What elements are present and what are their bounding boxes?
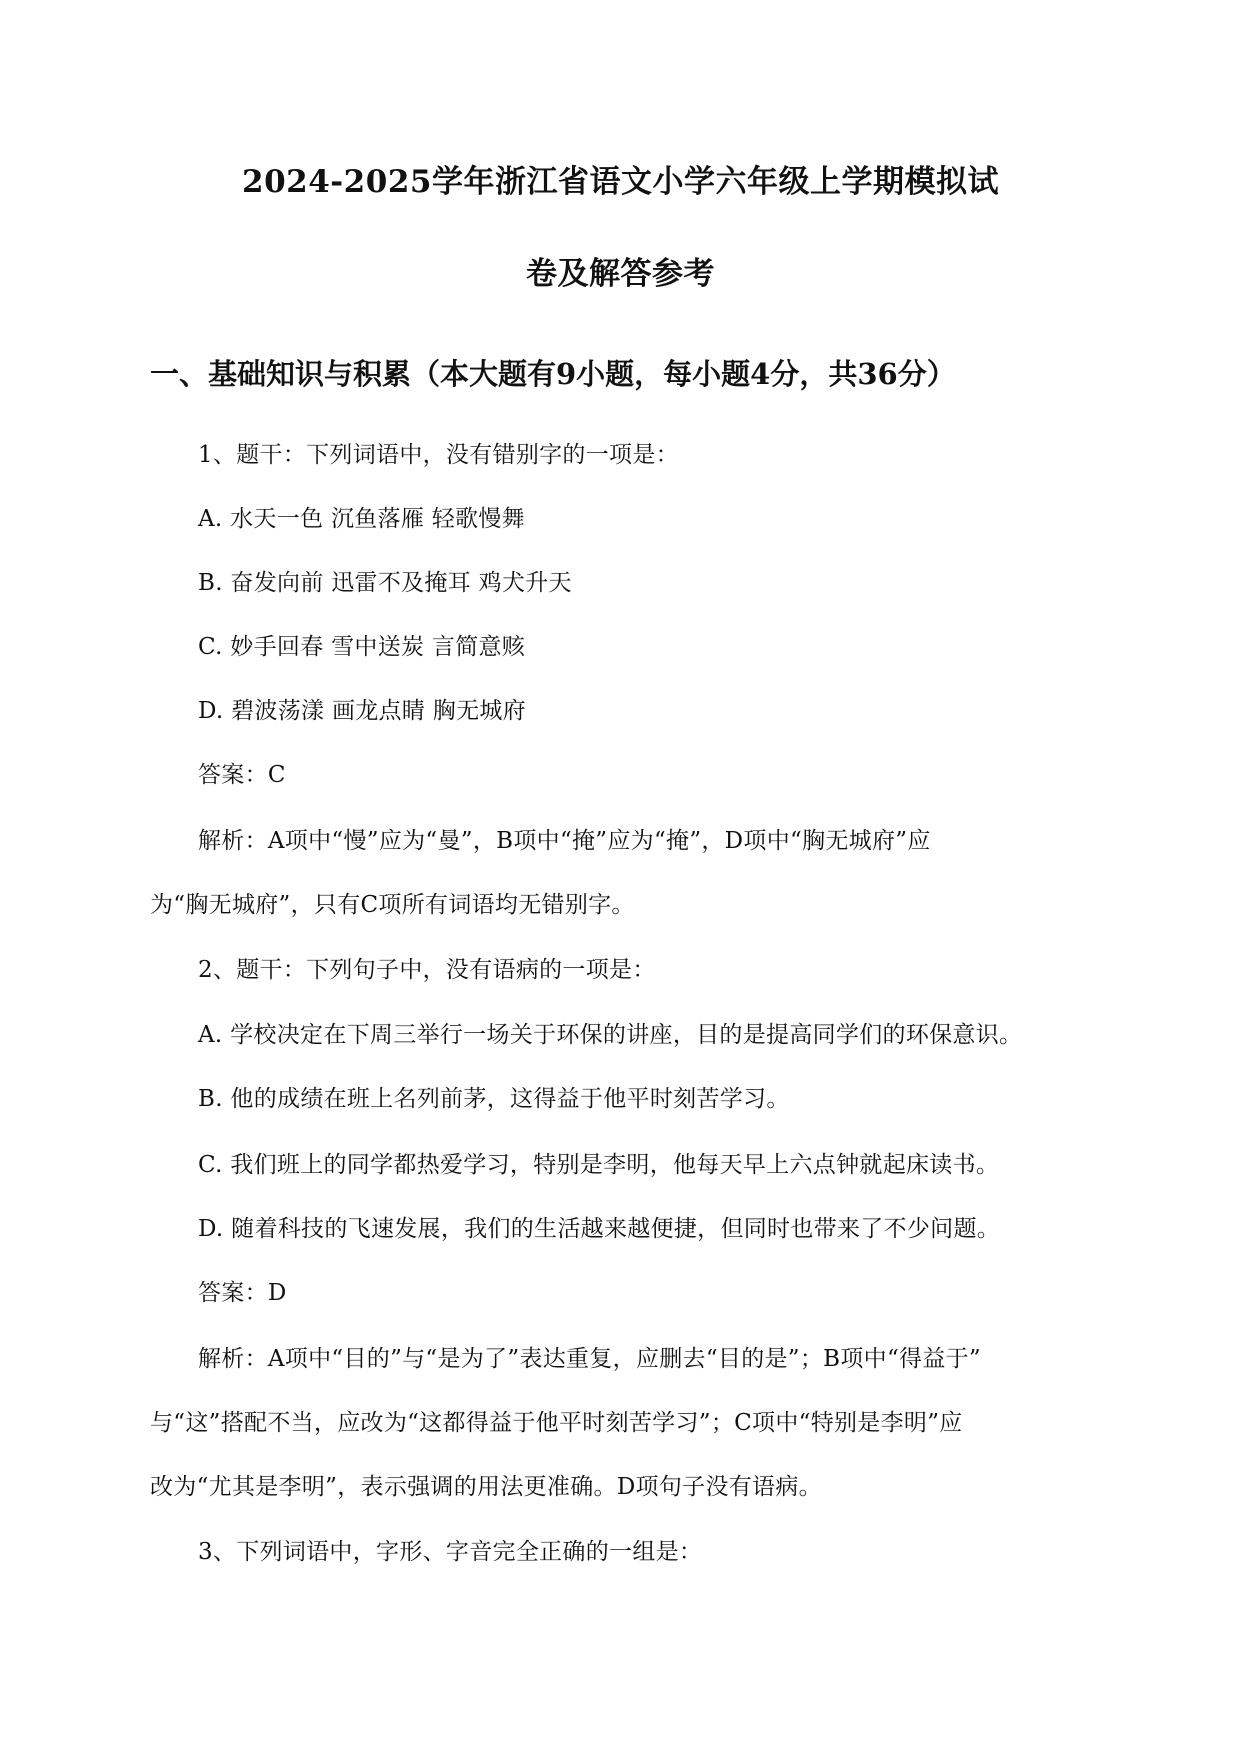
question-2-answer: 答案：D bbox=[198, 1280, 287, 1306]
question-2-analysis-line-3: 改为“尤其是李明”，表示强调的用法更准确。D项句子没有语病。 bbox=[150, 1474, 822, 1500]
section-heading: 一、基础知识与积累（本大题有9小题，每小题4分，共36分） bbox=[150, 357, 956, 391]
question-1-analysis-line-1: 解析：A项中“慢”应为“曼”，B项中“掩”应为“掩”，D项中“胸无城府”应 bbox=[198, 828, 931, 854]
question-2-option-d: D. 随着科技的飞速发展，我们的生活越来越便捷，但同时也带来了不少问题。 bbox=[198, 1216, 1001, 1242]
document-title-line-2: 卷及解答参考 bbox=[526, 256, 715, 292]
question-1-analysis-line-2: 为“胸无城府”，只有C项所有词语均无错别字。 bbox=[150, 892, 635, 918]
question-1-option-d: D. 碧波荡漾 画龙点睛 胸无城府 bbox=[198, 698, 526, 724]
question-2-option-a: A. 学校决定在下周三举行一场关于环保的讲座，目的是提高同学们的环保意识。 bbox=[198, 1022, 1023, 1048]
question-2-stem: 2、题干：下列句子中，没有语病的一项是： bbox=[198, 957, 656, 983]
question-1-option-b: B. 奋发向前 迅雷不及掩耳 鸡犬升天 bbox=[198, 570, 572, 596]
question-1-option-c: C. 妙手回春 雪中送炭 言简意赅 bbox=[198, 634, 526, 660]
document-title-line-1: 2024-2025学年浙江省语文小学六年级上学期模拟试 bbox=[242, 164, 999, 200]
question-2-analysis-line-2: 与“这”搭配不当，应改为“这都得益于他平时刻苦学习”；C项中“特别是李明”应 bbox=[150, 1410, 963, 1436]
question-1-answer: 答案：C bbox=[198, 762, 286, 788]
question-2-analysis-line-1: 解析：A项中“目的”与“是为了”表达重复，应删去“目的是”；B项中“得益于” bbox=[198, 1346, 981, 1372]
question-2-option-b: B. 他的成绩在班上名列前茅，这得益于他平时刻苦学习。 bbox=[198, 1086, 790, 1112]
question-2-option-c: C. 我们班上的同学都热爱学习，特别是李明，他每天早上六点钟就起床读书。 bbox=[198, 1152, 1000, 1178]
question-1-stem: 1、题干：下列词语中，没有错别字的一项是： bbox=[198, 442, 679, 468]
question-1-option-a: A. 水天一色 沉鱼落雁 轻歌慢舞 bbox=[198, 506, 525, 532]
question-3-stem: 3、下列词语中，字形、字音完全正确的一组是： bbox=[198, 1539, 703, 1565]
